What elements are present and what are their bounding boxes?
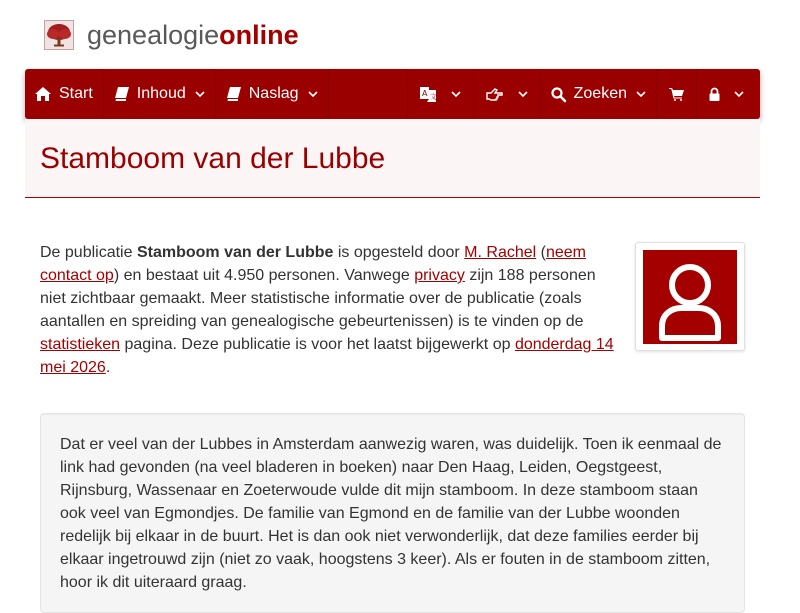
home-icon: [35, 87, 51, 101]
intro-text: zijn 188 personen niet zichtbaar gemaakt. Meer statistische informatie over de publicatie (zoals aantallen en spreiding van genealogische gebeurtenissen) is te vinden op de: [40, 267, 596, 330]
svg-text:A: A: [421, 88, 428, 98]
intro-text: is opgesteld door: [333, 244, 465, 261]
nav-start-label: Start: [59, 85, 93, 102]
cart-icon: [669, 88, 684, 101]
intro-text: (: [536, 244, 546, 261]
intro-text: .: [105, 359, 111, 376]
book-icon: [226, 87, 241, 101]
author-link[interactable]: M. Rachel: [464, 244, 537, 261]
chevron-down-icon: [518, 89, 528, 99]
privacy-link[interactable]: privacy: [414, 267, 465, 284]
lock-icon: [709, 88, 720, 101]
logo-text-part2: online: [219, 20, 299, 50]
nav-inhoud[interactable]: [104, 69, 216, 119]
description-text: Dat er veel van der Lubbes in Amsterdam aanwezig waren, was duidelijk. Toen ik eenmaal de link had gevonden (na veel bladeren in boeken) naar Den Haag, Leiden, Oegstgeest, Rijnsburg, Wassenaar en Zoeterwoude vulde dit mijn stamboom. In deze stamboom staan ook veel van Egmondjes. De familie van Egmond en de familie van der Lubbe woonden redelijk bij elkaar in de buurt. Het is dan ook niet verwonderlijk, dat deze families eerder bij elkaar ingetrouwd zijn (niet zo vaak, hoogstens 3 keer). Als er fouten in de stamboom zitten, hoor ik dit uiteraard graag.: [60, 436, 722, 591]
chevron-down-icon: [451, 89, 461, 99]
search-icon: [551, 87, 566, 102]
publication-description: [40, 413, 745, 613]
title-panel: [25, 119, 760, 198]
nav-naslag-label: Naslag: [248, 85, 299, 102]
intro-text: ) en bestaat uit 4.950 personen. Vanwege: [113, 267, 415, 284]
nav-start[interactable]: [25, 69, 104, 119]
navbar-left-group: [25, 69, 329, 119]
navbar-right-group: [407, 69, 760, 119]
statistics-link[interactable]: statistieken: [40, 336, 121, 353]
publication-name: Stamboom van der Lubbe: [136, 244, 334, 261]
intro-text: De publicatie: [40, 244, 137, 261]
nav-cart[interactable]: [656, 69, 696, 119]
book-icon: [114, 87, 129, 101]
nav-naslag[interactable]: [216, 69, 329, 119]
site-logo[interactable]: [44, 19, 299, 51]
nav-hand[interactable]: [473, 69, 540, 119]
publication-intro: [40, 241, 620, 379]
chevron-down-icon: [636, 89, 646, 99]
language-icon: [420, 87, 436, 102]
nav-inhoud-label: Inhoud: [136, 85, 186, 102]
contact-link[interactable]: neem contact op: [40, 244, 587, 284]
svg-text:文: 文: [429, 92, 437, 101]
logo-text-part1: genealogie: [87, 20, 220, 50]
logo-text: [87, 20, 299, 50]
last-updated-link[interactable]: donderdag 14 mei 2026: [40, 336, 614, 376]
nav-zoeken-label: Zoeken: [573, 85, 627, 102]
main-navbar: [25, 69, 760, 119]
chevron-down-icon: [734, 89, 744, 99]
intro-text: pagina. Deze publicatie is voor het laatst bijgewerkt op: [120, 336, 515, 353]
nav-language[interactable]: [407, 69, 473, 119]
user-avatar-icon: [643, 250, 737, 344]
nav-zoeken[interactable]: [540, 69, 656, 119]
author-avatar-frame[interactable]: [635, 242, 745, 351]
page-title: Stamboom van der Lubbe: [40, 142, 386, 175]
chevron-down-icon: [308, 89, 318, 99]
nav-lock[interactable]: [696, 69, 760, 119]
chevron-down-icon: [195, 89, 205, 99]
tree-icon: [44, 20, 74, 50]
hand-pointer-icon: [486, 88, 503, 101]
